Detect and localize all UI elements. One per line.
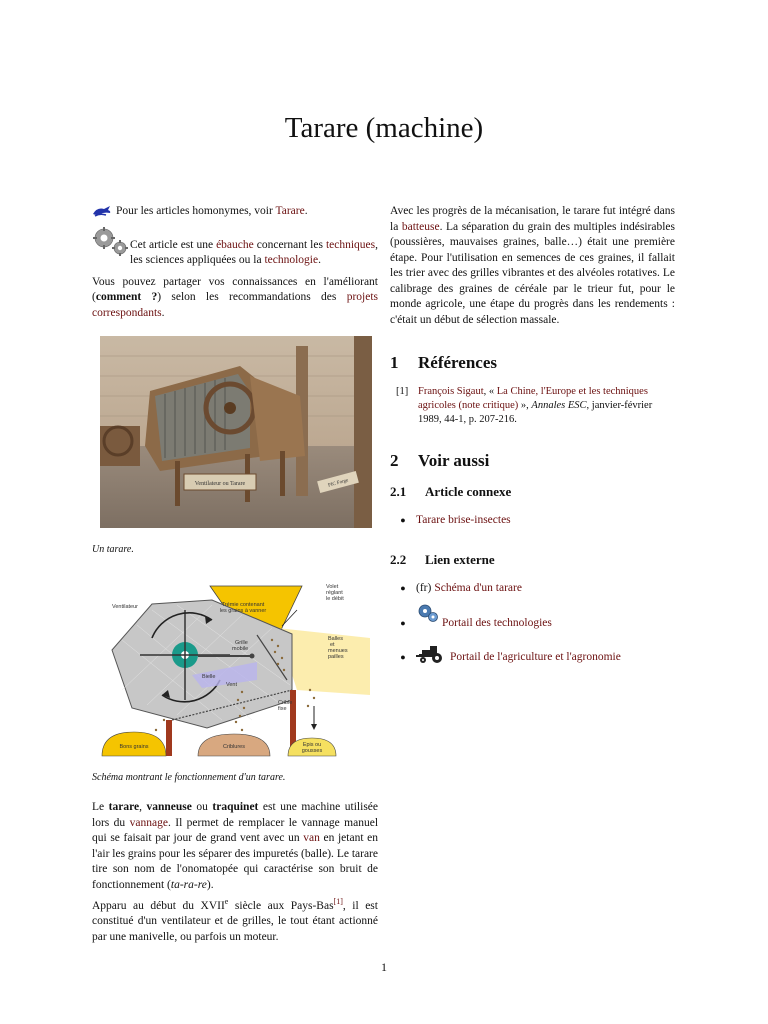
svg-text:menues: menues — [328, 648, 348, 654]
photo-sign: Ventilateur ou Tarare — [194, 481, 246, 487]
article-connexe-list — [390, 513, 675, 529]
page-number: 1 — [381, 960, 387, 974]
improve-paragraph: Vous pouvez partager vos connaissances en l'améliorant (comment ?) selon les recommandations des projets correspondants. — [92, 275, 378, 319]
gears-icon — [92, 226, 128, 262]
portal-technologies: ● Portail des technologies — [390, 610, 675, 638]
tarare-schema — [92, 580, 372, 760]
section-voir-aussi: 2 Voir aussi — [390, 450, 490, 470]
batteuse-link[interactable]: batteuse — [401, 220, 440, 233]
tarare-photo — [100, 336, 372, 528]
portals-list — [390, 610, 675, 670]
svg-text:Bielle: Bielle — [202, 674, 216, 680]
svg-text:Balles: Balles — [328, 636, 343, 642]
svg-text:Criblures: Criblures — [222, 744, 246, 750]
disambiguation-icon — [92, 205, 112, 224]
stub-notice: Cet article est une ébauche concernant les techniques, les sciences appliquées ou la technologie. — [92, 232, 378, 269]
svg-text:les grains à vanner: les grains à vanner — [219, 608, 267, 614]
svg-text:PIC Forge: PIC Forge — [327, 478, 349, 489]
svg-text:réglant: réglant — [326, 590, 343, 596]
right-column — [390, 204, 675, 670]
ebauche-link[interactable]: ébauche — [216, 238, 254, 251]
section-lien-externe: 2.2 Lien externe — [390, 552, 495, 567]
svg-text:fixe: fixe — [278, 706, 287, 712]
technologie-link[interactable]: technologie — [264, 254, 319, 266]
lien-externe-list — [390, 581, 675, 597]
svg-text:le débit: le débit — [326, 596, 344, 602]
page-title: Tarare (machine) — [284, 112, 484, 144]
svg-text:Ventilateur: Ventilateur — [112, 604, 138, 610]
svg-text:Epis ou: Epis ou — [302, 742, 322, 748]
reference-1: [1] François Sigaut, « La Chine, l'Europe et les techniques agricoles (note critique) », Annales ESC, janvier-février 1989, 44-1, p. 207-216. — [396, 385, 653, 425]
portail-technologies-link[interactable]: Portail des technologies — [442, 617, 552, 630]
sigaut-link[interactable]: François Sigaut — [418, 385, 484, 397]
svg-text:Bons grains: Bons grains — [119, 744, 149, 750]
techniques-link[interactable]: techniques — [325, 238, 376, 251]
list-item: ● Tarare brise-insectes — [390, 513, 675, 529]
tarare-link[interactable]: Tarare — [275, 205, 305, 217]
svg-text:mobile: mobile — [232, 646, 249, 652]
svg-text:Trémie contenant: Trémie contenant — [221, 602, 265, 608]
svg-text:Volet: Volet — [326, 584, 339, 590]
svg-text:et: et — [330, 642, 335, 648]
portal-agriculture: ● Portail de l'agriculture et l'agronomie — [390, 646, 675, 670]
svg-text:Vent: Vent — [226, 682, 238, 688]
van-link[interactable]: van — [303, 832, 320, 844]
schema-tarare-link[interactable]: Schéma d'un tarare — [434, 581, 522, 594]
svg-text:Crible: Crible — [278, 700, 293, 706]
section-article-connexe: 2.1 Article connexe — [390, 484, 512, 499]
section-references: 1 Références — [390, 353, 497, 372]
progress-paragraph: Avec les progrès de la mécanisation, le tarare fut intégré dans la batteuse. La séparation du grain des multiples indésirables (poussières, mauvaises graines, balle…) était une première étape. Pour l'utilisation en semences de ces graines, il fallait les trier avec des grilles vibrantes et des alvéoles rotatives. Le calibrage des graines de céréale par le trieur fut, pour le monde agricole, une étape du progrès dans les rendements : c'était un début de sélection massale. — [390, 205, 675, 326]
chine-europe-link[interactable]: La Chine, l'Europe et les techniques agricoles (note critique) — [418, 385, 648, 411]
list-item: ● (fr) Schéma d'un tarare — [390, 581, 675, 597]
svg-text:Grille: Grille — [235, 640, 248, 646]
projets-link[interactable]: projets correspondants — [92, 291, 378, 319]
portail-agriculture-link[interactable]: Portail de l'agriculture et l'agronomie — [450, 651, 621, 664]
ref-1-link[interactable]: [1] — [333, 897, 343, 906]
svg-text:gousses: gousses — [301, 748, 323, 754]
intro-paragraph: Le tarare, vanneuse ou traquinet est une machine utilisée lors du vannage. Il permet de remplacer le vannage manuel qui se faisait par jour de grand vent avec un van en jetant en l'air les grains pour les séparer des impuretés (balle). Le tarare tire son nom de l'onomatopée qui caractérise son bruit de fonctionnement (ta-ra-re). — [92, 801, 379, 891]
svg-text:pailles: pailles — [328, 654, 344, 660]
homonym-notice: Pour les articles homonymes, voir Tarare. — [92, 204, 378, 224]
history-paragraph: Apparu au début du XVIIe siècle aux Pays-Bas[1], il est constitué d'un ventilateur et de grilles, le tout étant actionné par une manivelle, ou parfois un moteur. — [92, 897, 378, 943]
brise-insectes-link[interactable]: Tarare brise-insectes — [416, 513, 511, 526]
schema-caption: Schéma montrant le fonctionnement d'un tarare. — [92, 772, 286, 783]
photo-caption: Un tarare. — [92, 544, 134, 555]
vannage-link[interactable]: vannage — [129, 816, 168, 829]
left-column — [92, 204, 378, 321]
technology-portal-icon — [416, 603, 440, 633]
tractor-icon — [416, 646, 446, 670]
left-body — [92, 800, 378, 945]
